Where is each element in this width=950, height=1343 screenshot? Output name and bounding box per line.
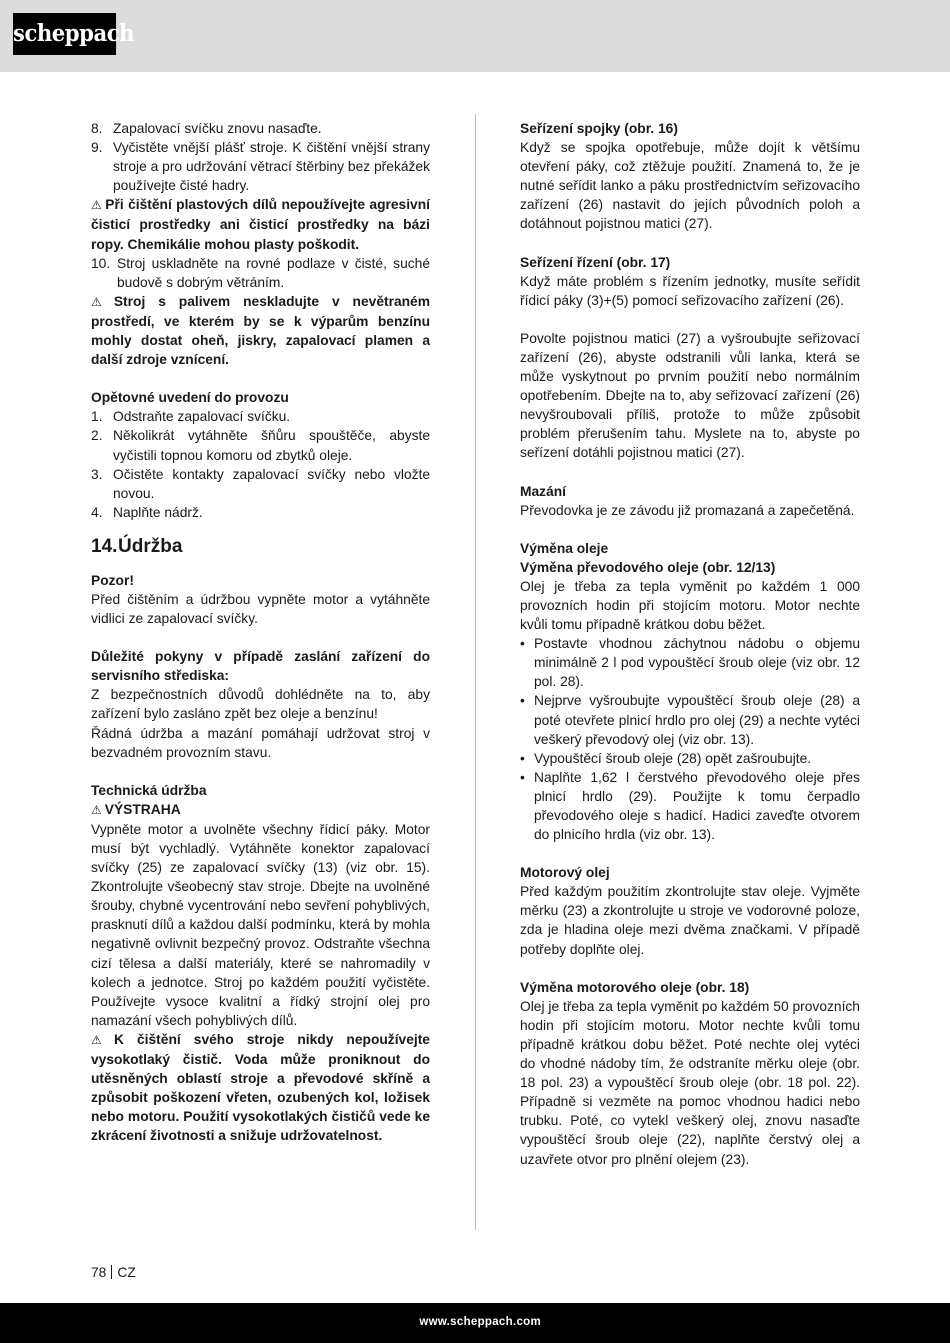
recommission-heading: Opětovné uvedení do provozu: [91, 390, 289, 406]
steering-heading: Seřízení řízení (obr. 17): [520, 254, 671, 270]
attention-text: Před čištěním a údržbou vypněte motor a vytáhněte vidlici ze zapalovací svíčky.: [91, 591, 430, 627]
gear-oil-text: Olej je třeba za tepla vyměnit po každém 1 000 provozních hodin při stojícím motoru. Motor nechte kvůli tomu případně krátkou dobu běžet.: [520, 578, 860, 633]
warning-label: ⚠ VÝSTRAHA: [91, 801, 181, 817]
left-column: [91, 119, 430, 1146]
motor-oil-heading: Motorový olej: [520, 865, 610, 881]
lubrication-heading: Mazání: [520, 483, 566, 499]
gear-oil-steps-list: [520, 634, 860, 844]
header-bar: [0, 0, 950, 72]
clutch-text: Když se spojka opotřebuje, může dojít k většímu otevření páky, což ztěžuje použití. Znamená to, že je nutné seřídit lanko a páku prostřednictvím seřizovacího zařízení (26) nastavit do jejích původních poloh a dotáhnout pojistnou matici (27).: [520, 140, 860, 232]
list-item: • Nejprve vyšroubujte vypouštěcí šroub oleje (28) a poté otevřete plnicí hrdlo pro olej (29) a nechte vytéci veškerý převodový olej (viz obr. 13).: [520, 691, 860, 748]
list-item: 8. Zapalovací svíčku znovu nasaďte.: [91, 121, 322, 136]
list-item: • Naplňte 1,62 l čerstvého převodového oleje přes plnicí hrdlo (29). Použijte k tomu čerpadlo převodového oleje s hadicí. Hadici zaveďte otvorem do plnicího hrdla (viz obr. 13).: [520, 768, 860, 844]
service-text: Řádná údržba a mazání pomáhají udržovat stroj v bezvadném provozním stavu.: [91, 725, 430, 760]
warning-pressure-washer: ⚠ K čištění svého stroje nikdy nepoužívejte vysokotlaký čistič. Voda může proniknout do utěsněných oblastí stroje a převodové skříně a způsobit poškození vřeten, ozubených kol, ložisek nebo motoru. Použití vysokotlakých čističů vede ke zkrácení životnosti a snižuje udržovatelnost.: [91, 1031, 430, 1144]
motor-oil-change-heading: Výměna motorového oleje (obr. 18): [520, 979, 750, 995]
motor-oil-text: Před každým použitím zkontrolujte stav oleje. Vyjměte měrku (23) a zkontrolujte u stroje ve vodorovné poloze, zda je hladina oleje mezi dvěma značkami. V případě potřeby doplňte olej.: [520, 884, 860, 957]
footer-url[interactable]: www.scheppach.com: [419, 1316, 541, 1328]
warning-plastic-cleaning: ⚠ Při čištění plastových dílů nepoužívejte agresivní čisticí prostředky ani čisticí prostředky na bázi ropy. Chemikálie mohou plasty poškodit.: [91, 197, 430, 252]
footer-bar: [0, 1303, 950, 1343]
list-item: 4. Naplňte nádrž.: [91, 504, 203, 520]
service-text: Z bezpečnostních důvodů dohlédněte na to, aby zařízení bylo zasláno zpět bez oleje a benzínu!: [91, 687, 430, 722]
list-item: 10. Stroj uskladněte na rovné podlaze v čisté, suché budově s dobrým větráním.: [91, 255, 430, 290]
page-number-separator: [111, 1265, 112, 1279]
warning-triangle-icon: ⚠: [91, 1032, 111, 1047]
lubrication-text: Převodovka je ze závodu již promazaná a zapečetěná.: [520, 502, 855, 518]
steering-text: Povolte pojistnou matici (27) a vyšroubujte seřizovací zařízení (26), abyste odstranili vůli lanka, která se může vyskytnout po prvním použití nebo normálním opotřebením. Dbejte na to, aby seřizovací zařízení (26) nevyšroubovali příliš, protože to může způsobit problém přerušením tahu. Myslete na to, abyste po seřízení dotáhli pojistnou matici (27).: [520, 330, 860, 461]
clutch-heading: Seřízení spojky (obr. 16): [520, 121, 678, 136]
gear-oil-heading: Výměna převodového oleje (obr. 12/13): [520, 559, 776, 575]
list-item: 1. Odstraňte zapalovací svíčku.: [91, 409, 291, 425]
brand-logo: scheppach: [13, 13, 116, 55]
right-column: [520, 119, 860, 1169]
column-divider: [475, 114, 476, 1230]
warning-fuel-storage: ⚠ Stroj s palivem neskladujte v nevětraném prostředí, ve kterém by se k výparům benzínu mohly dostat oheň, jiskry, zapalovací plamen a další zdroje vznícení.: [91, 293, 430, 368]
recommission-steps-list: [91, 407, 430, 522]
warning-triangle-icon: ⚠: [91, 294, 111, 309]
list-item: 9. Vyčistěte vnější plášť stroje. K čištění vnější strany stroje a pro udržování větrací štěrbiny bez překážek používejte čisté hadry.: [91, 140, 430, 194]
service-heading: Důležité pokyny v případě zaslání zařízení do servisního střediska:: [91, 649, 430, 684]
warning-triangle-icon: ⚠: [91, 198, 103, 213]
list-item: 2. Několikrát vytáhněte šňůru spouštěče, abyste vyčistili topnou komoru od zbytků oleje.: [91, 428, 430, 463]
list-item: 3. Očistěte kontakty zapalovací svíčky nebo vložte novou.: [91, 466, 430, 501]
attention-heading: Pozor!: [91, 572, 134, 588]
motor-oil-change-text: Olej je třeba za tepla vyměnit po každém 50 provozních hodin při stojícím motoru. Motor nechte kvůli tomu případně krátkou dobu běžet. Poté nechte olej vytéci do vhodné nádoby tím, že odstraníte měrku oleje (obr. 18 pol. 23) a vypouštěcí šroub oleje (obr. 18 pol. 22). Případně si vezměte na pomoc vhodnou hadici nebo trubku. Poté, co vytekl veškerý olej, znovu nasaďte vypouštěcí šroub oleje (22), naplňte čerstvý olej a uzavřete otvor pro plnění olejem (23).: [520, 998, 860, 1167]
warning-triangle-icon: ⚠: [91, 802, 102, 817]
technical-maintenance-text: Vypněte motor a uvolněte všechny řídicí páky. Motor musí být vychladlý. Vytáhněte konektor zapalovací svíčky (25) ze zapalovací svíčky (13) (viz obr. 15). Zkontrolujte všeobecný stav stroje. Dbejte na uvolněné šrouby, chybné vycentrování nebo sevření pohyblivých, prasknutí dílů a každou další podmínku, která by mohla negativně ovlivnit bezpečný provoz. Odstraňte všechna cizí tělesa a další materiály, které se nahromadily v kolech a jednotce. Stroj po každém použití vyčistěte. Používejte vysoce kvalitní a řídký strojní olej pro namazání všech pohyblivých dílů.: [91, 821, 430, 1028]
cleaning-steps-list: [91, 119, 430, 195]
list-item: • Vypouštěcí šroub oleje (28) opět zašroubujte.: [520, 749, 860, 768]
storage-steps-list: [91, 254, 430, 292]
list-item: • Postavte vhodnou záchytnou nádobu o objemu minimálně 2 l pod vypouštěcí šroub oleje (viz obr. 12 pol. 28).: [520, 634, 860, 691]
steering-text: Když máte problém s řízením jednotky, musíte seřídit řídicí páky (3)+(5) pomocí seřizovacího zařízení (26).: [520, 273, 860, 308]
page-number: 78 CZ: [91, 1265, 136, 1280]
oil-change-heading: Výměna oleje: [520, 540, 609, 556]
section-heading: 14.Údržba: [91, 535, 183, 557]
technical-maintenance-heading: Technická údržba: [91, 782, 207, 798]
